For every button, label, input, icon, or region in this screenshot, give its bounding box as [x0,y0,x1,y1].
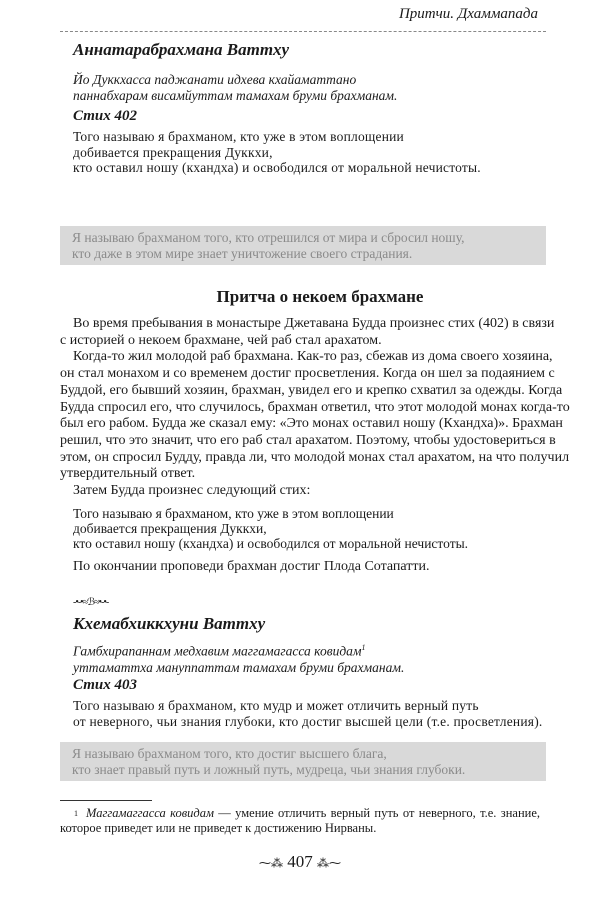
footnote-rule [60,800,152,801]
verse-line: Того называю я брахманом, кто мудр и может отличить верный путь [73,698,479,713]
verse-line: добивается прекращения Дуккхи, [73,144,273,160]
prose-line: Затем Будда произнес следующий стих: [73,483,311,499]
pali-line: Гамбхирапаннам медхавим маггамагасса ковидам [73,643,362,659]
page-number: 407 [287,852,313,871]
pali-line: Йо Дуккхасса паджанати идхева кхайаматтано [73,72,357,87]
pali-verse-403 [73,640,404,676]
prose-line: Будда спросил его, что случилось, брахман ответил, что этот молодой монах когда-то [60,399,570,415]
section-title-402: Аннатарабрахмана Ваттху [73,40,290,59]
verse-403 [73,698,542,729]
section-divider-ornament: -•-•≈ℬ≈•-•- [73,597,109,608]
prose-line: он стал монахом и со временем достиг просветления. Когда он шел за подаянием с [60,366,555,382]
story-text [60,316,570,575]
alt-translation-box-402 [60,226,546,265]
verse-line: Того называю я брахманом, кто уже в этом воплощении [73,129,404,144]
alt-translation-box-403 [60,742,546,781]
verse-line: кто оставил ношу (кхандха) и освободился от моральной нечистоты. [73,160,481,175]
footnote-term: Маггамаггасса ковидам [86,806,214,820]
prose-line: с историей о некоем брахмане, чей раб стал арахатом. [60,332,382,348]
footnote-text: которое приведет или не приведет к достижению Нирваны. [60,821,377,835]
page-number-area [0,852,600,872]
verse-402 [73,129,481,176]
story-heading: Притча о некоем брахмане [216,287,424,306]
story-conclusion: По окончании проповеди брахман достиг Плода Сотапатти. [73,558,430,574]
verse-line: добивается прекращения Дуккхи, [73,521,267,537]
alt-line: Я называю брахманом того, кто отрешился от мира и сбросил ношу, [72,230,465,245]
verse-label-403: Стих 403 [73,677,137,693]
prose-line: был его рабом. Будда же сказал ему: «Это монах оставил ношу (Кхандха)». Брахман [60,416,563,432]
verse-line: кто оставил ношу (кхандха) и освободился от моральной нечистоты. [73,536,469,552]
prose-line: решил, что это значит, что его раб стал арахатом. Поэтому, чтобы удостовериться в [60,432,556,448]
prose-line: этом, он спросил Будду, правда ли, что молодой монах стал арахатом, на что получил [60,449,570,465]
header-rule [60,31,546,32]
left-ornament-icon: ⁓⁂ [259,856,283,870]
prose-line: утвердительный ответ. [60,466,196,482]
right-ornament-icon: ⁂⁓ [317,856,341,870]
prose-line: Во время пребывания в монастыре Джетавана Будда произнес стих (402) в связи [73,316,555,331]
footnote [60,806,540,836]
prose-line: Буддой, его бывший хозяин, брахман, увидел его и крепко схватил за одежды. Когда [60,382,563,398]
pali-verse-402 [73,72,397,104]
alt-line: кто даже в этом мире знает уничтожение своего страдания. [72,245,413,261]
footnote-text: — умение отличить верный путь от неверного, т.е. знание, [213,806,541,820]
verse-line: от неверного, чьи знания глубоки, кто достиг высшей цели (т.е. просветления). [73,713,543,729]
pali-line: паннабхарам висамйуттам тамахам бруми брахманам. [73,88,398,103]
running-header: Притчи. Дхаммапада [398,6,538,22]
story-verse [60,506,540,552]
verse-label-402: Стих 402 [73,108,137,124]
section-title-403: Кхемабхиккхуни Ваттху [73,614,266,633]
pali-line: уттаматтха мануппаттам тамахам бруми брахманам. [73,659,405,675]
verse-line: Того называю я брахманом, кто уже в этом воплощении [73,505,394,521]
alt-line: Я называю брахманом того, кто достиг высшего блага, [72,746,387,761]
footnote-mark: 1 [74,809,78,818]
alt-line: кто знает правый путь и ложный путь, мудреца, чьи знания глубоки. [72,761,466,777]
footnote-ref[interactable]: 1 [361,643,366,652]
prose-line: Когда-то жил молодой раб брахмана. Как-то раз, сбежав из дома своего хозяина, [73,349,553,365]
